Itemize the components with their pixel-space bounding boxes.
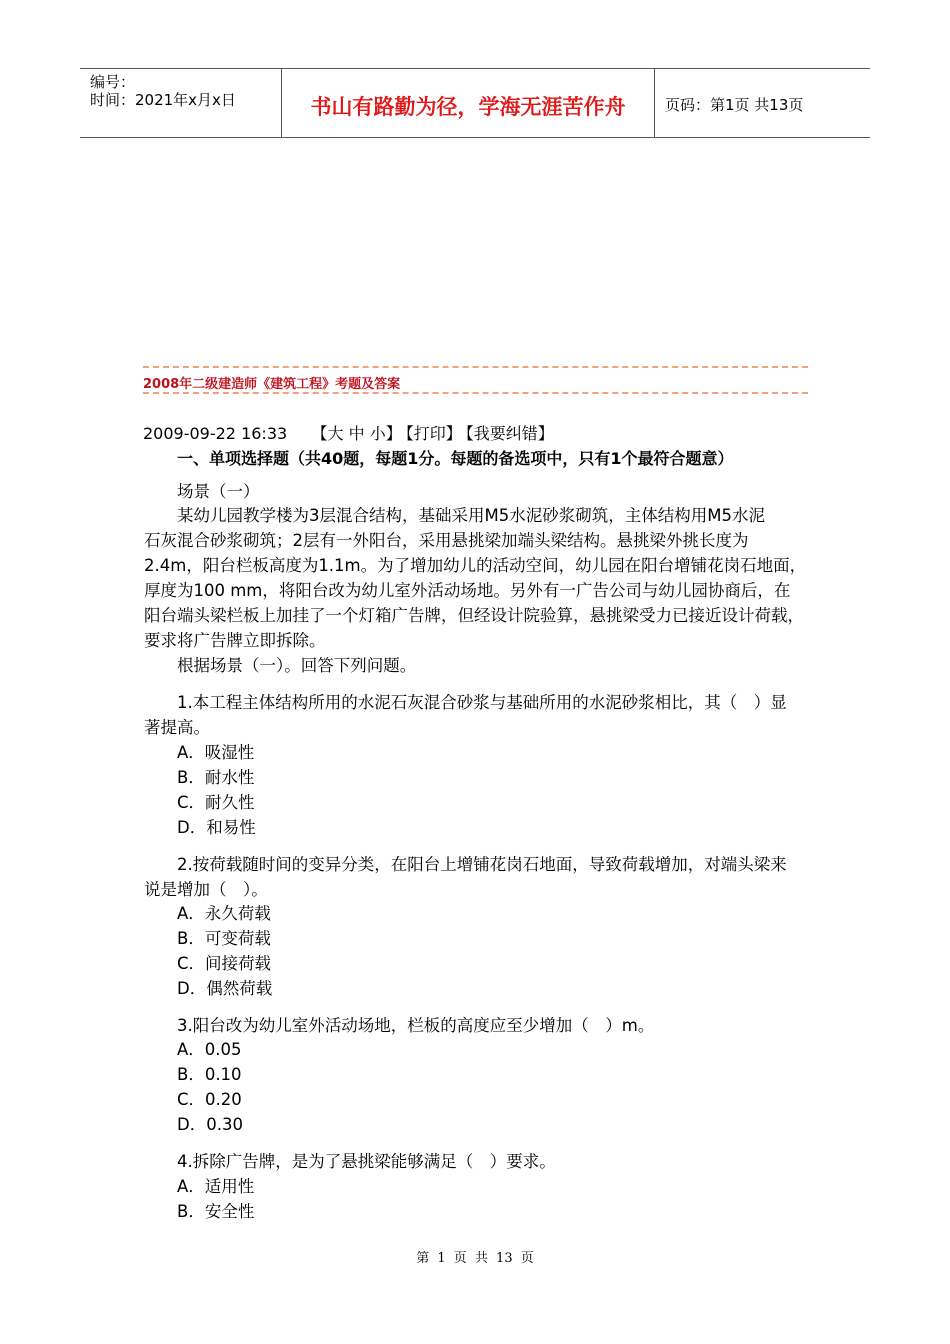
question-stem: 3.阳台改为幼儿室外活动场地，栏板的高度应至少增加（ ）m。	[177, 1016, 655, 1035]
answer-option: B．可变荷载	[177, 929, 271, 948]
article-datetime: 2009-09-22 16:33	[143, 424, 288, 443]
scene-line: 阳台端头梁栏板上加挂了一个灯箱广告牌，但经设计院验算，悬挑梁受力已接近设计荷载，	[144, 606, 804, 625]
document-title: 2008年二级建造师《建筑工程》考题及答案	[143, 377, 401, 392]
question-stem: 1.本工程主体结构所用的水泥石灰混合砂浆与基础所用的水泥砂浆相比，其（ ）显	[177, 693, 787, 712]
header-motto-cell	[282, 69, 655, 137]
answer-option: C．间接荷载	[177, 954, 272, 973]
header-page-cell	[655, 69, 870, 137]
question-stem: 说是增加（ ）。	[144, 880, 268, 899]
scene-prompt: 根据场景（一）。回答下列问题。	[177, 656, 417, 675]
answer-option: A．吸湿性	[177, 743, 255, 762]
answer-option: A．适用性	[177, 1177, 255, 1196]
header-table	[80, 68, 870, 138]
question-stem: 4.拆除广告牌，是为了悬挑梁能够满足（ ）要求。	[177, 1152, 556, 1171]
answer-option: B．安全性	[177, 1202, 255, 1221]
scene-line: 石灰混合砂浆砌筑；2层有一外阳台，采用悬挑梁加端头梁结构。悬挑梁外挑长度为	[144, 531, 749, 550]
answer-option: C．0.20	[177, 1090, 242, 1109]
correct-link[interactable]: 【我要纠错】	[465, 424, 554, 443]
header-left-cell	[80, 69, 282, 137]
scene-line: 某幼儿园教学楼为3层混合结构，基础采用M5水泥砂浆砌筑，主体结构用M5水泥	[177, 506, 765, 525]
answer-option: B．0.10	[177, 1065, 242, 1084]
answer-option: B．耐水性	[177, 768, 255, 787]
scene-line: 2.4m，阳台栏板高度为1.1m。为了增加幼儿的活动空间，幼儿园在阳台增铺花岗石地面，	[144, 556, 807, 575]
scene-title: 场景（一）	[177, 482, 260, 501]
answer-option: A．0.05	[177, 1040, 242, 1059]
answer-option: D．0.30	[177, 1115, 243, 1134]
question-stem: 2.按荷载随时间的变异分类，在阳台上增铺花岗石地面，导致荷载增加，对端头梁来	[177, 855, 787, 874]
scene-line: 要求将广告牌立即拆除。	[144, 631, 326, 650]
print-link[interactable]: 【打印】	[405, 424, 462, 443]
number-label: 编号：	[90, 73, 136, 91]
answer-option: A．永久荷载	[177, 904, 271, 923]
question-stem: 著提高。	[144, 718, 210, 737]
font-size-links[interactable]: 【大 中 小】	[311, 424, 402, 443]
answer-option: D．偶然荷载	[177, 979, 273, 998]
article-meta	[143, 421, 558, 444]
scene-line: 厚度为100 mm，将阳台改为幼儿室外活动场地。另外有一广告公司与幼儿园协商后，在	[144, 581, 791, 600]
answer-option: D．和易性	[177, 818, 256, 837]
section-heading: 一、单项选择题（共40题，每题1分。每题的备选项中，只有1个最符合题意）	[177, 449, 734, 468]
header-page-info: 页码：第1页 共13页	[665, 96, 804, 114]
motto: 书山有路勤为径，学海无涯苦作舟	[310, 94, 626, 119]
title-divider-bottom	[143, 392, 808, 394]
time-label: 时间：2021年x月x日	[90, 91, 236, 109]
answer-option: C．耐久性	[177, 793, 255, 812]
title-divider-top	[143, 366, 808, 368]
page-footer: 第 1 页 共 13 页	[416, 1251, 534, 1266]
